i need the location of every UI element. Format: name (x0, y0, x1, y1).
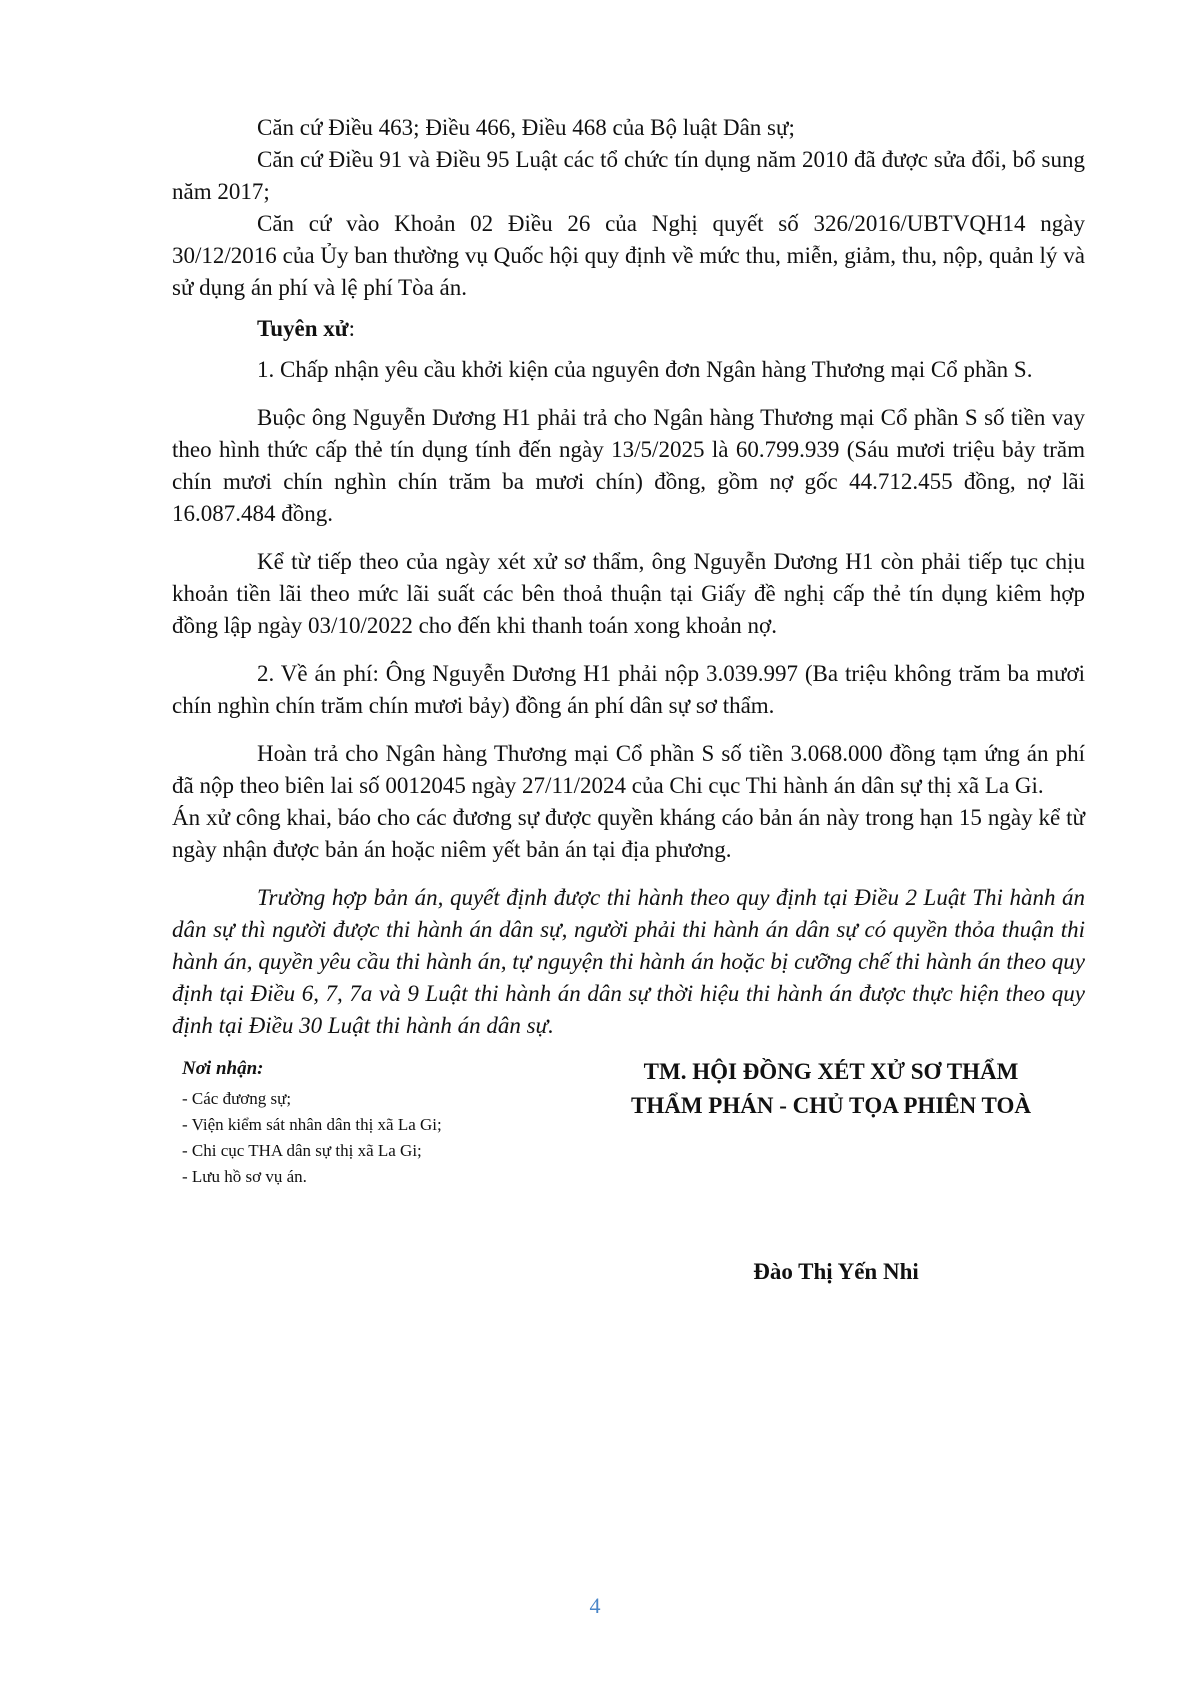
legal-basis-resolution: Căn cứ vào Khoản 02 Điều 26 của Nghị quyết số 326/2016/UBTVQH14 ngày 30/12/2016 của Ủy ban thường vụ Quốc hội quy định về mức thu, miễn, giảm, thu, nộp, quản lý và sử dụng án phí và lệ phí Tòa án. (172, 211, 1085, 300)
signature-block (172, 1054, 1085, 1474)
verdict-debt-payment: Buộc ông Nguyễn Dương H1 phải trả cho Ngân hàng Thương mại Cổ phần S số tiền vay theo hình thức cấp thẻ tín dụng tính đến ngày 13/5/2025 là 60.799.939 (Sáu mươi triệu bảy trăm chín mươi chín nghìn chín trăm ba mươi chín) đồng, gồm nợ gốc 44.712.455 đồng, nợ lãi 16.087.484 đồng. (172, 405, 1085, 526)
signer-council-title: TM. HỘI ĐỒNG XÉT XỬ SƠ THẨM (643, 1059, 1019, 1084)
legal-basis-civil-code: Căn cứ Điều 463; Điều 466, Điều 468 của Bộ luật Dân sự; (257, 115, 795, 140)
verdict-heading-colon: : (348, 316, 355, 341)
recipients-items (182, 1086, 582, 1190)
signer-judge-title: THẨM PHÁN - CHỦ TỌA PHIÊN TOÀ (631, 1093, 1031, 1118)
verdict-appeal-notice: Án xử công khai, báo cho các đương sự được quyền kháng cáo bản án này trong hạn 15 ngày kể từ ngày nhận được bản án hoặc niêm yết bản án tại địa phương. (172, 805, 1085, 862)
recipient-item: - Viện kiểm sát nhân dân thị xã La Gi; (182, 1115, 442, 1134)
verdict-interest: Kể từ tiếp theo của ngày xét xử sơ thẩm, ông Nguyễn Dương H1 còn phải tiếp tục chịu khoản tiền lãi theo mức lãi suất các bên thoả thuận tại Giấy đề nghị cấp thẻ tín dụng kiêm hợp đồng lập ngày 03/10/2022 cho đến khi thanh toán xong khoản nợ. (172, 549, 1085, 638)
recipient-item: - Các đương sự; (182, 1089, 292, 1108)
verdict-heading (172, 313, 1085, 345)
recipient-item: - Chi cục THA dân sự thị xã La Gi; (182, 1141, 422, 1160)
verdict-fee-refund: Hoàn trả cho Ngân hàng Thương mại Cổ phần S số tiền 3.068.000 đồng tạm ứng án phí đã nộp theo biên lai số 0012045 ngày 27/11/2024 của Chi cục Thi hành án dân sự thị xã La Gi. (172, 741, 1085, 798)
legal-basis-credit-institutions-law: Căn cứ Điều 91 và Điều 95 Luật các tổ chức tín dụng năm 2010 đã được sửa đổi, bổ sung năm 2017; (172, 147, 1085, 204)
recipient-item: - Lưu hồ sơ vụ án. (182, 1167, 307, 1186)
verdict-item-2-court-fee: 2. Về án phí: Ông Nguyễn Dương H1 phải nộp 3.039.997 (Ba triệu không trăm ba mươi chín nghìn chín trăm chín mươi bảy) đồng án phí dân sự sơ thẩm. (172, 661, 1085, 718)
recipients-title: Nơi nhận: (182, 1058, 264, 1079)
verdict-item-1: 1. Chấp nhận yêu cầu khởi kiện của nguyên đơn Ngân hàng Thương mại Cổ phần S. (257, 357, 1033, 382)
page-number: 4 (589, 1593, 601, 1618)
signer-block (577, 1054, 1085, 1288)
enforcement-note: Trường hợp bản án, quyết định được thi hành theo quy định tại Điều 2 Luật Thi hành án dân sự thì người được thi hành án dân sự, người phải thi hành án dân sự có quyền thỏa thuận thi hành án, quyền yêu cầu thi hành án, tự nguyện thi hành án hoặc bị cưỡng chế thi hành án theo quy định tại Điều 6, 7, 7a và 9 Luật thi hành án dân sự thời hiệu thi hành án được thực hiện theo quy định tại Điều 30 Luật thi hành án dân sự. (172, 885, 1085, 1038)
signer-name: Đào Thị Yến Nhi (753, 1259, 919, 1284)
document-page (172, 112, 1085, 1474)
recipients-list (182, 1054, 582, 1190)
verdict-heading-text: Tuyên xử (257, 316, 349, 341)
